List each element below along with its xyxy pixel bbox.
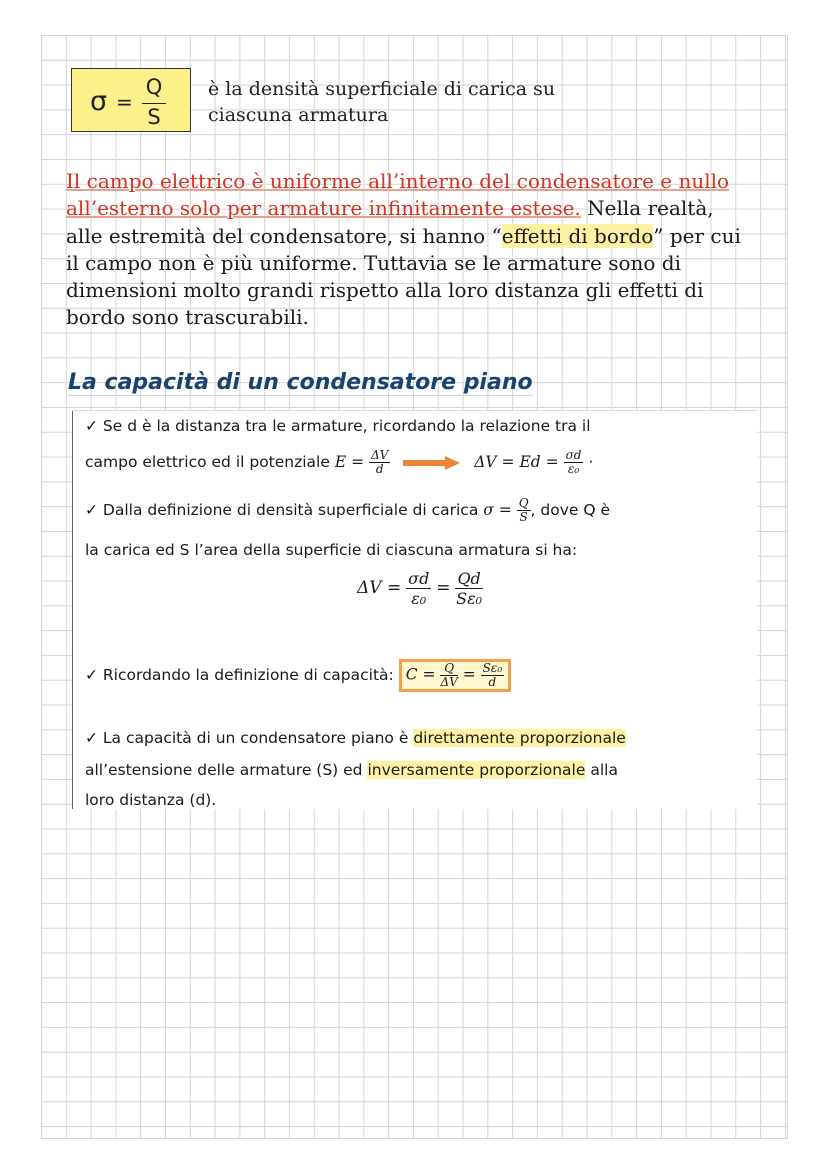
sigma-description: è la densità superficiale di carica su ciascuna armatura xyxy=(208,78,556,126)
line2-text: campo elettrico ed il potenziale xyxy=(85,453,330,471)
frac-Q-dV xyxy=(440,662,457,689)
card-line-2 xyxy=(85,449,593,476)
frac-num: Sε₀ xyxy=(482,661,503,675)
card-line-4: la carica ed S l’area della superficie di ciascuna armatura si ha: xyxy=(85,541,578,559)
frac-deltaV-d xyxy=(369,449,390,476)
direct-proportional-highlight: direttamente proporzionale xyxy=(413,729,626,747)
red-statement: Il campo elettrico è uniforme all’interno del condensatore e nullo all’esterno solo per armature infinitamente estese. xyxy=(66,169,730,221)
frac-Seps-d xyxy=(481,662,504,689)
formula-dV: ΔV = xyxy=(357,578,402,598)
eq-sigma: σ = xyxy=(483,501,512,519)
fraction-bar xyxy=(142,103,166,104)
paragraph-text-1: Nella realtà, alle estremità del condensatore, si hanno “ xyxy=(66,196,714,248)
capacitance-derivation-card xyxy=(72,411,757,809)
arrow-right-icon xyxy=(403,456,461,470)
frac-den: ΔV xyxy=(440,675,458,689)
deltaV-formula xyxy=(357,569,483,608)
frac-num: σd xyxy=(408,569,430,588)
frac-den: ε₀ xyxy=(411,589,427,608)
card-line-7 xyxy=(85,761,618,779)
frac-Qd-Seps xyxy=(455,569,482,608)
inverse-proportional-highlight: inversamente proporzionale xyxy=(367,761,586,779)
line7-end: alla xyxy=(590,761,618,779)
equals-sign: = xyxy=(116,90,133,114)
line7-text: all’estensione delle armature (S) ed xyxy=(85,761,363,779)
fraction-denominator: S xyxy=(147,105,161,129)
capacitance-formula-box xyxy=(399,659,511,692)
paragraph-text-2: ” per cui il campo non è più uniforme. Tuttavia se le armature sono di dimensioni molto grandi rispetto alla loro distanza gli effetti di bordo sono trascurabili. xyxy=(66,223,741,330)
line5-text: ✓ Ricordando la definizione di capacità: xyxy=(85,666,394,684)
line3-text: ✓ Dalla definizione di densità superficiale di carica xyxy=(85,501,479,519)
frac-num: Qd xyxy=(457,569,481,588)
frac-sigma-d xyxy=(564,449,584,476)
card-line-8: loro distanza (d). xyxy=(85,791,217,809)
section-title: La capacità di un condensatore piano xyxy=(68,370,533,395)
frac-num: Q xyxy=(440,662,457,676)
frac-den: d xyxy=(488,675,497,689)
line3-end: , dove Q è xyxy=(530,501,611,519)
frac-den: ε₀ xyxy=(567,462,580,476)
card-line-3 xyxy=(85,497,610,524)
edge-effects-highlight: effetti di bordo xyxy=(501,223,654,248)
frac-Q-S xyxy=(517,497,531,524)
uniform-field-paragraph xyxy=(66,168,756,332)
fraction-numerator: Q xyxy=(145,75,163,99)
cap-eq: = xyxy=(462,665,476,684)
card-line-5 xyxy=(85,659,511,692)
frac-den: Sε₀ xyxy=(456,589,483,608)
frac-sigma-d-eps xyxy=(406,569,431,608)
frac-den: S xyxy=(519,510,528,524)
frac-num: σd xyxy=(565,448,582,462)
eq-deltaV: ΔV = Ed = xyxy=(474,453,559,471)
card-line-6 xyxy=(85,729,626,747)
eq-E: E = xyxy=(334,453,365,471)
frac-den: d xyxy=(375,462,384,476)
cap-C: C = xyxy=(405,665,436,684)
frac-num: ΔV xyxy=(371,448,389,462)
card-line-1: ✓ Se d è la distanza tra le armature, ricordando la relazione tra il xyxy=(85,417,591,435)
sigma-formula-box xyxy=(71,68,191,132)
line2-end: · xyxy=(588,453,594,471)
frac-num: Q xyxy=(518,496,529,510)
formula-eq: = xyxy=(436,578,451,598)
sigma-symbol: σ xyxy=(90,86,108,117)
line6-text: ✓ La capacità di un condensatore piano è xyxy=(85,729,409,747)
